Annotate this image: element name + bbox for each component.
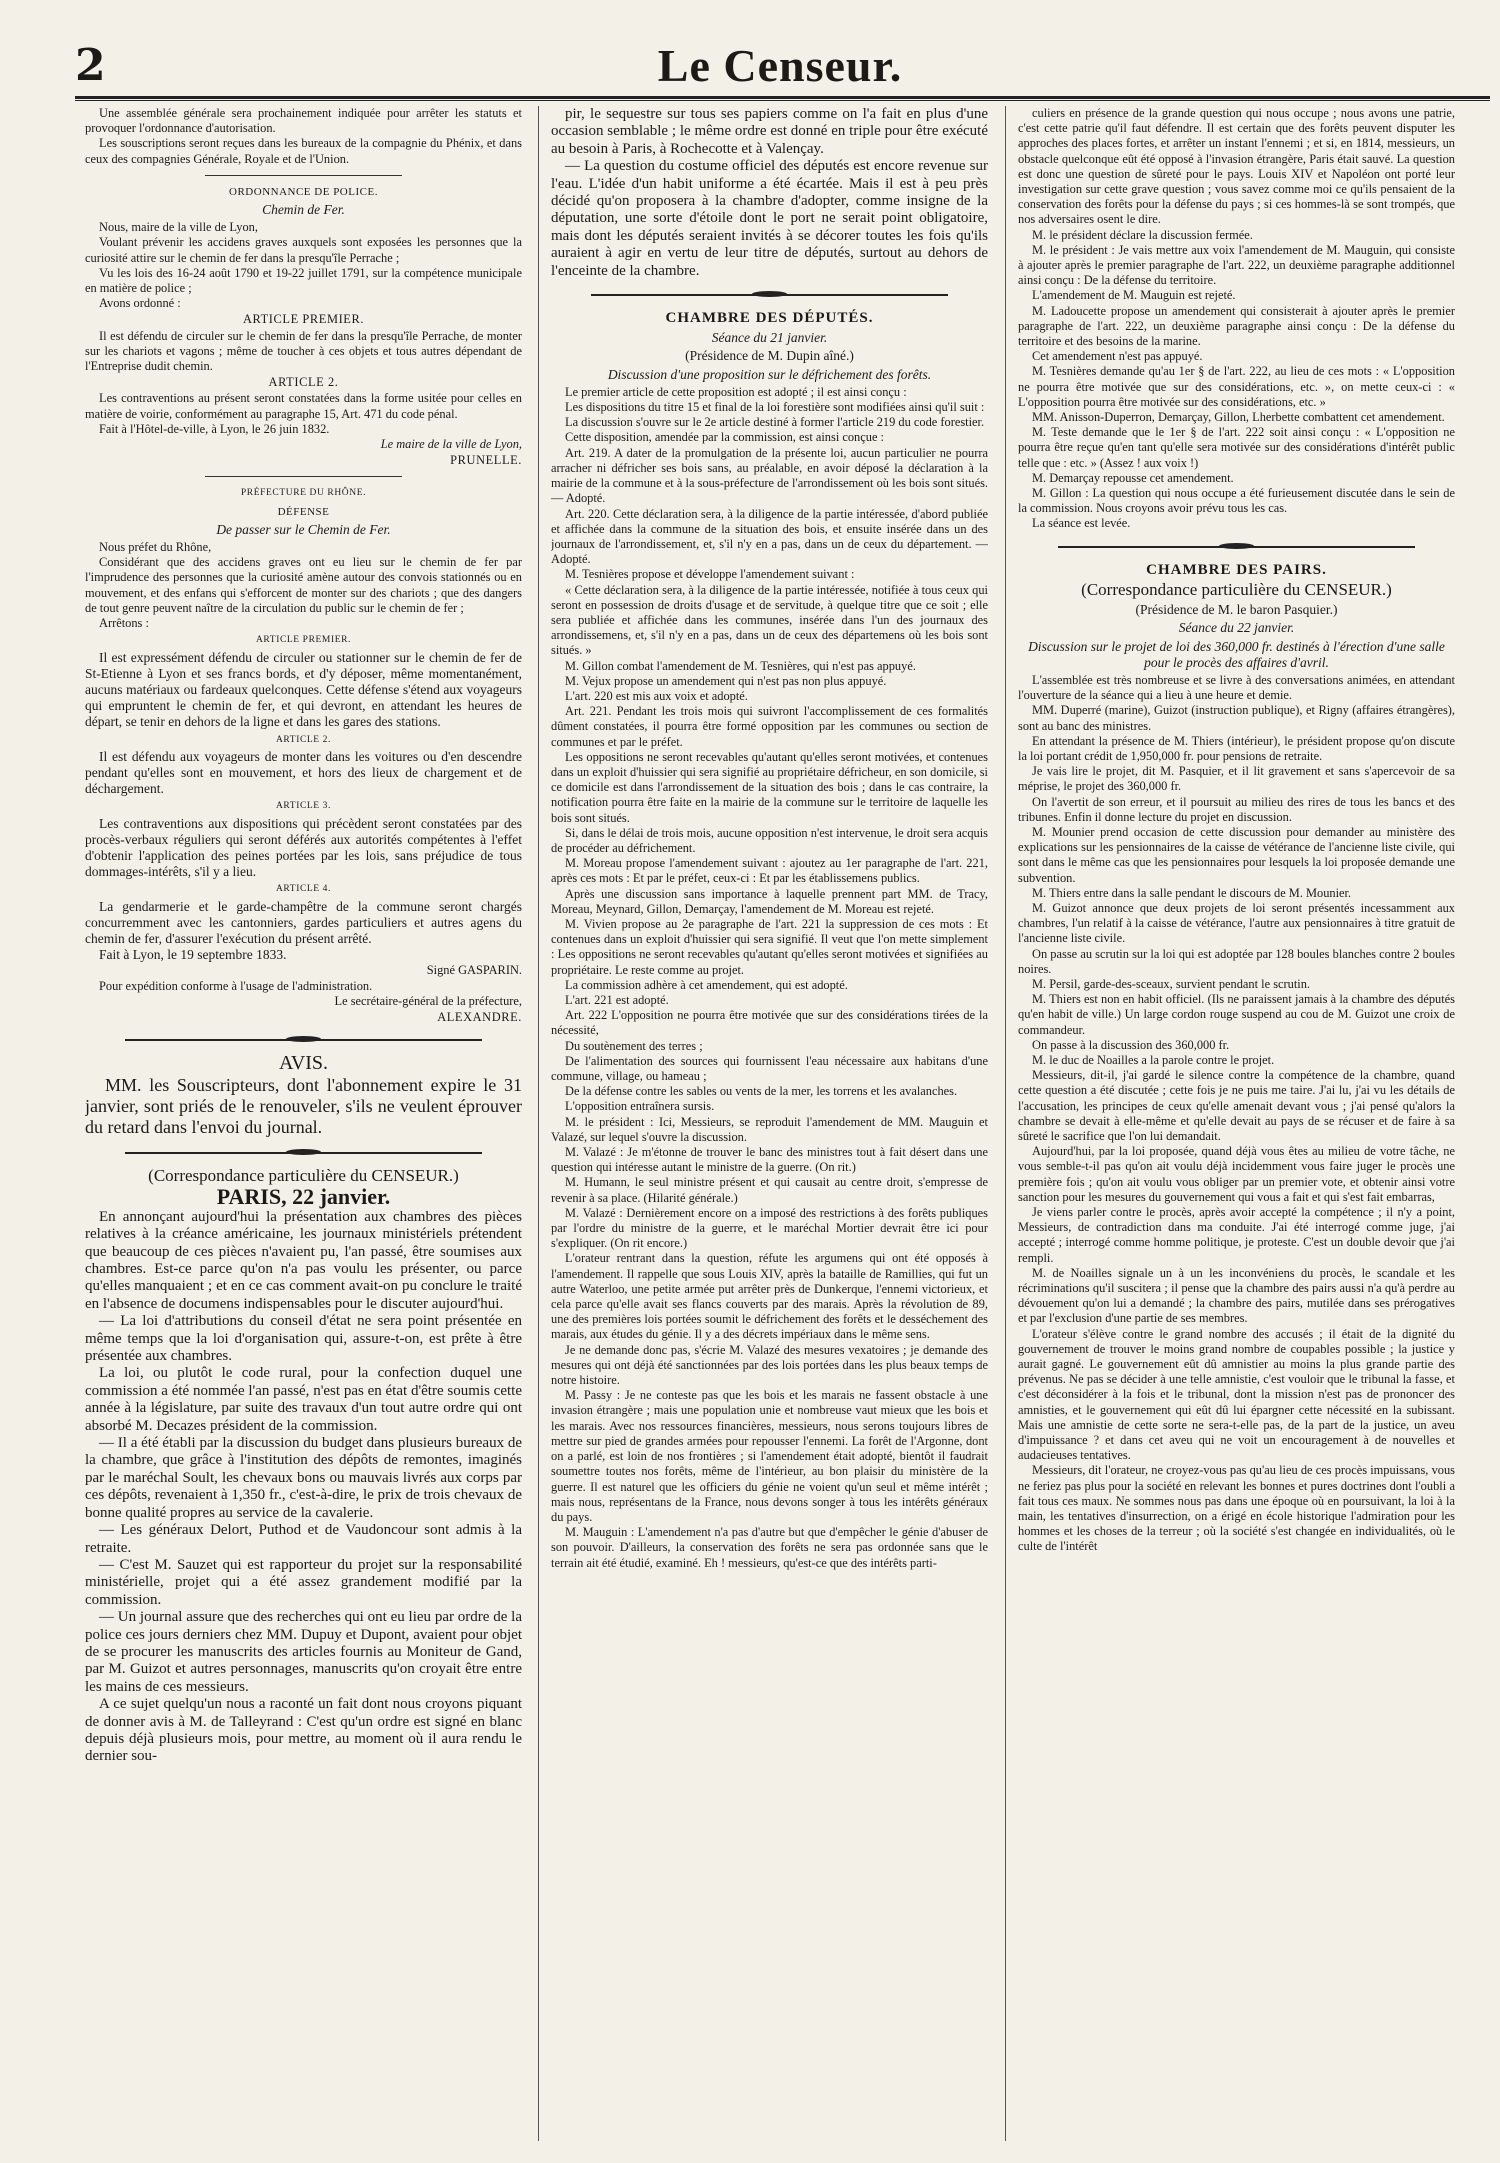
debate-paragraph: M. le duc de Noailles a la parole contre le projet. xyxy=(1032,1052,1275,1067)
paris-paragraph: — La loi d'attributions du conseil d'état ne sera point présentée en même temps que la loi d'organisation qui, assure-t-on, est prête à être présentée aux chambres. xyxy=(85,1313,522,1365)
debate-paragraph: Je ne demande donc pas, s'écrie M. Valazé des mesures vexatoires ; je demande des mesures qui ont déjà été sanctionnées par des lois portées dans les plus beaux temps de notre histoire. xyxy=(551,1342,988,1388)
avis-text: MM. les Souscripteurs, dont l'abonnement expire le 31 janvier, sont priés de le renouveler, s'ils ne veulent éprouver du retard dans l'envoi du journal. xyxy=(85,1075,522,1138)
debate-paragraph: M. le président : Je vais mettre aux voix l'amendement de M. Mauguin, qui consiste à ajouter après le premier paragraphe de l'art. 222, un deuxième paragraphe additionnel ainsi conçu : De la défense du territoire. xyxy=(1018,242,1455,288)
debate-paragraph: M. Mounier prend occasion de cette discussion pour demander au ministère des explications sur les pensionnaires de la caisse de vétérance de l'ancienne liste civile, qui sont dans le même cas que les pensionnaires pour lesquels la loi proposée demande une subvention. xyxy=(1018,824,1455,885)
defense-secretary-name: ALEXANDRE. xyxy=(437,1009,522,1024)
article-text: Il est expressément défendu de circuler ou stationner sur le chemin de fer de St-Etienne à Lyon et ses francs bords, et d'y déposer, même momentanément, aucuns matériaux ou fardeaux quelconques. Cette défense s'étend aux voyageurs qui empruntent le chemin de fer, et qui devront, en attendant les heures de départ, se tenir en dehors de la ligne et dans les gares des stations. xyxy=(85,649,522,730)
debate-paragraph: M. Ladoucette propose un amendement qui consisterait à ajouter après le premier paragraphe de l'art. 222, un deuxième paragraphe ainsi conçu : De la défense du territoire et des besoins de la marine. xyxy=(1018,303,1455,349)
article-label: ARTICLE 3. xyxy=(275,801,332,812)
prefecture-label: PRÉFECTURE DU RHÔNE. xyxy=(240,488,367,499)
page-number: 2 xyxy=(75,40,106,91)
debate-paragraph: L'assemblée est très nombreuse et se livre à des conversations animées, en attendant l'ouverture de la séance qui a lieu à une heure et demie. xyxy=(1018,672,1455,703)
ordonnance-signer-name: PRUNELLE. xyxy=(450,453,522,468)
ordonnance-paragraph: Avons ordonné : xyxy=(99,296,181,311)
defense-subtitle: De passer sur le Chemin de Fer. xyxy=(216,521,391,537)
article-text: Il est défendu aux voyageurs de monter dans les voitures ou d'en descendre pendant qu'elles sont en mouvement, et hors des lieux de chargement et de déchargement. xyxy=(85,748,522,797)
debate-paragraph: L'art. 220 est mis aux voix et adopté. xyxy=(565,688,748,703)
article-label: ARTICLE PREMIER. xyxy=(242,312,365,327)
header-rule xyxy=(75,96,1490,99)
ordonnance-paragraph: Vu les lois des 16-24 août 1790 et 19-22 juillet 1791, sur la compétence municipale en matière de police ; xyxy=(85,265,522,296)
discussion-topic: Discussion d'une proposition sur le défrichement des forêts. xyxy=(607,366,932,382)
defense-conformity: Pour expédition conforme à l'usage de l'administration. xyxy=(99,978,373,993)
ordonnance-subtitle: Chemin de Fer. xyxy=(262,202,345,218)
debate-paragraph: M. Teste demande que le 1er § de l'art. 222 soit ainsi conçu : « L'opposition ne pourra être reçue qu'en tant qu'elle sera motivée sur des considérations d'intérêt public telle que : etc. » (Assez ! aux voix !) xyxy=(1018,425,1455,470)
debate-paragraph: Cet amendement n'est pas appuyé. xyxy=(1032,349,1203,364)
article-label: ARTICLE 4. xyxy=(275,884,332,895)
paris-paragraph: A ce sujet quelqu'un nous a raconté un fait dont nous croyons piquant de donner avis à M. de Talleyrand : C'est qu'un ordre est signé en blanc depuis déjà plusieurs mois, pour mettre, au moment où il aura rendu le dernier sou- xyxy=(85,1696,522,1765)
correspondance-label: (Correspondance particulière du CENSEUR.) xyxy=(1081,579,1392,599)
article-label: ARTICLE PREMIER. xyxy=(255,635,352,646)
section-rule xyxy=(205,476,402,477)
column-3 xyxy=(1018,106,1455,2146)
debate-paragraph: La commission adhère à cet amendement, qui est adopté. xyxy=(565,977,848,992)
debate-paragraph: Art. 222 L'opposition ne pourra être motivée que sur des considérations tirées de la nécessité, xyxy=(551,1008,988,1038)
decorative-rule xyxy=(125,1148,482,1158)
defense-paragraph: Arrêtons : xyxy=(99,616,149,631)
intro-paragraph: Les souscriptions seront reçues dans les bureaux de la compagnie du Phénix, et dans ceux des compagnies Générale, Royale et de l'Union. xyxy=(85,136,522,166)
ordonnance-date: Fait à l'Hôtel-de-ville, à Lyon, le 26 juin 1832. xyxy=(99,421,330,436)
debate-paragraph: M. Gillon combat l'amendement de M. Tesnières, qui n'est pas appuyé. xyxy=(565,658,916,673)
article-label: ARTICLE 2. xyxy=(268,375,339,390)
debate-paragraph: M. le président : Ici, Messieurs, se reproduit l'amendement de MM. Mauguin et Valazé, sur lequel s'ouvre la discussion. xyxy=(551,1114,988,1144)
debate-paragraph: M. Thiers est non en habit officiel. (Ils ne paraissent jamais à la chambre des députés qu'en habit de ville.) Un large cordon rouge suspend au cou de M. Guizot une croix de commandeur. xyxy=(1018,992,1455,1037)
decorative-rule xyxy=(125,1035,482,1045)
article-text: Il est défendu de circuler sur le chemin de fer dans la presqu'île Perrache, de monter sur les chariots et vagons ; même de toucher à ces objets et tous autres dépendant de l'Entreprise dudit chemin. xyxy=(85,328,522,374)
debate-paragraph: M. Mauguin : L'amendement n'a pas d'autre but que d'empêcher le génie d'abuser de son pouvoir. D'ailleurs, la conservation des forêts ne sera pas ordonnée sans que le terrain ait été étudié, examiné. Eh ! messieurs, qu'est-ce que des intérêts parti- xyxy=(551,1525,988,1570)
ordonnance-paragraph: Voulant prévenir les accidens graves auxquels sont exposées les personnes que la curiosité attire sur le chemin de fer dans la presqu'île Perrache ; xyxy=(85,235,522,265)
debate-paragraph: M. Passy : Je ne conteste pas que les bois et les marais ne fassent obstacle à une invasion étrangère ; mais une population unie et nombreuse vaut mieux que les bois et les marais. Avec nos ressources financières, messieurs, nous serons toujours libres de mettre sur pied de grandes armées pour repousser l'ennemi. La forêt de l'Argonne, dont on a parlé, est loin de nos frontières ; si l'amendement était adopté, bientôt il faudrait soumettre toutes nos forêts, même de l'intérieur, au bon plaisir du ministère de la guerre. Il est naturel que les officiers du génie ne voient qu'un seul et même intérêt ; mais nous, représentans de la France, nous devons songer à tous les intérêts généraux du pays. xyxy=(551,1388,988,1524)
debate-paragraph: Messieurs, dit-il, j'ai gardé le silence contre la compétence de la chambre, quand cette question a été discutée ; cette fois je ne puis me taire. J'ai lu, j'ai vu les détails de l'accusation, les principes de ceux qu'elle amenait devant vous ; j'ai pensé qu'alors la chambre se devait à elle-même et qu'elle devait au pays de se récuser et de faire à sa sûreté le sacrifice que l'on lui demandait. xyxy=(1018,1068,1455,1143)
debate-paragraph: M. Valazé : Dernièrement encore on a imposé des restrictions à des forêts publiques par l'ordre du ministre de la guerre, et le maréchal Mortier devrait être ici pour s'expliquer. (On rit encore.) xyxy=(551,1205,988,1251)
debate-paragraph: Si, dans le délai de trois mois, aucune opposition n'est intervenue, le droit sera acquis de procéder au défrichement. xyxy=(551,825,988,855)
intro-paragraph: Une assemblée générale sera prochainement indiquée pour arrêter les statuts et provoquer l'ordonnance d'autorisation. xyxy=(85,106,522,136)
ordonnance-paragraph: Nous, maire de la ville de Lyon, xyxy=(99,220,258,235)
chamber-deputies-title: CHAMBRE DES DÉPUTÉS. xyxy=(665,310,874,327)
defense-signature: Signé GASPARIN. xyxy=(426,963,522,978)
debate-paragraph: On passe au scrutin sur la loi qui est adoptée par 128 boules blanches contre 2 boules noires. xyxy=(1018,946,1455,976)
debate-paragraph: M. Persil, garde-des-sceaux, survient pendant le scrutin. xyxy=(1032,976,1311,991)
debate-paragraph: Le premier article de cette proposition est adopté ; il est ainsi conçu : xyxy=(565,384,907,399)
debate-paragraph: M. Gillon : La question qui nous occupe a été furieusement discutée dans le sein de la commission. Nous croyons avoir prévu tous les cas. xyxy=(1018,486,1455,516)
discussion-topic: Discussion sur le projet de loi des 360,000 fr. destinés à l'érection d'une salle pour le procès des affaires d'avril. xyxy=(1028,638,1445,670)
session-date: Séance du 22 janvier. xyxy=(1178,620,1295,636)
debate-paragraph: L'orateur rentrant dans la question, réfute les argumens qui ont été opposés à l'amendement. Il rappelle que sous Louis XIV, après la bataille de Ramillies, qui fut un autre Waterloo, une petite armée put arrêter près de Dunkerque, l'ennemi victorieux, et cela parce qu'elle avait ses flancs couverts par des marais. Après la révolution de 89, une des premières lois portées soumit le défrichement des forêts et le desséchement des marais, aux études du génie. Il y a des décrets impériaux dans le même sens. xyxy=(551,1251,988,1342)
paris-dateline: PARIS, 22 janvier. xyxy=(216,1183,391,1209)
column-2 xyxy=(551,106,988,2146)
session-date: Séance du 21 janvier. xyxy=(711,330,828,346)
article-text: La gendarmerie et le garde-champêtre de la commune seront chargés concurremment avec les cantonniers, gardes particuliers et autres agens du chemin de fer, d'assurer l'exécution du présent arrêté. xyxy=(85,898,522,946)
section-rule xyxy=(205,175,402,176)
debate-paragraph: En attendant la présence de M. Thiers (intérieur), le président propose qu'on discute la loi portant crédit de 1,950,000 fr. pour pensions de retraite. xyxy=(1018,733,1455,763)
ordonnance-title: ORDONNANCE DE POLICE. xyxy=(229,185,378,198)
debate-paragraph: M. Thiers entre dans la salle pendant le discours de M. Mounier. xyxy=(1032,885,1352,900)
debate-paragraph: Les oppositions ne seront recevables qu'autant qu'elles seront motivées, et contenues dans un exploit d'huissier qui sera signifié au propriétaire défricheur, en son domicile, si ce domicile est dans l'arrondissement de la situation des bois ; dans le cas contraire, la notification pourra être faite en la mairie de la commune sur le territoire de laquelle les bois sont situés. xyxy=(551,749,988,825)
paris-paragraph: — Il a été établi par la discussion du budget dans plusieurs bureaux de la chambre, que grâce à l'institution des dépôts de remontes, imaginés par le maréchal Soult, les chevaux bons ou mauvais livrés aux corps par ces dépôts, revenaient à 1,350 fr., c'est-à-dire, le prix de trois chevaux de bonne qualité propres au service de la cavalerie. xyxy=(85,1435,522,1521)
paris-paragraph: La loi, ou plutôt le code rural, pour la confection duquel une commission a été nommée l'an passé, n'est pas en état d'être soumis cette année à la législature, par suite des travaux d'un tout autre ordre qui ont absorbé M. Decazes président de la commission. xyxy=(85,1365,522,1434)
correspondance-label: (Correspondance particulière du CENSEUR.) xyxy=(148,1166,459,1186)
debate-paragraph: Art. 220. Cette déclaration sera, à la diligence de la partie intéressée, d'abord publiée et affichée dans la commune de la situation des bois, et ensuite insérée dans un des journaux de l'arrondissement, et, s'il n'y en a pas, dans un de ceux du département. — Adopté. xyxy=(551,506,988,567)
paris-paragraph: — Les généraux Delort, Puthod et de Vaudoncour sont admis à la retraite. xyxy=(85,1522,522,1556)
header-rule-thin xyxy=(75,100,1490,101)
debate-paragraph: Du soutènement des terres ; xyxy=(565,1038,703,1053)
news-paragraph: pir, le sequestre sur tous ses papiers comme on l'a fait en plus d'une occasion semblable ; le même ordre est donné en triple pour être exécuté au besoin à Paris, à Rochecotte et à Valençay. xyxy=(551,106,988,157)
debate-paragraph: On passe à la discussion des 360,000 fr. xyxy=(1032,1037,1230,1052)
defense-date: Fait à Lyon, le 19 septembre 1833. xyxy=(99,947,287,963)
debate-paragraph: Art. 219. A dater de la promulgation de la présente loi, aucun particulier ne pourra arracher ni défricher ses bois sans, au préalable, en avoir déposé la déclaration à la mairie de la commune et à la sous-préfecture de l'arrondissement où les bois sont situés. — Adopté. xyxy=(551,445,988,506)
debate-paragraph: La discussion s'ouvre sur le 2e article destiné à former l'article 219 du code forestier. xyxy=(565,415,985,430)
defense-paragraph: Considérant que des accidens graves ont eu lieu sur le chemin de fer par l'imprudence des personnes que la curiosité amène autour des convois stationnés ou en mouvement, et des enfans qui s'efforcent de monter sur des chariots ; que des dangers de tout genre peuvent naître de la circulation du public sur le chemin de fer ; xyxy=(85,555,522,615)
debate-paragraph: L'orateur s'élève contre le grand nombre des accusés ; il était de la dignité du gouvernement de trouver le moins grand nombre de coupables possible ; la justice y aurait gagné. Le gouvernement eût dû amnistier au moins la plus grande partie des prévenus. Ne pas se décider à une telle amnistie, c'est vouloir que le tribunal la fasse, et c'est déconsidérer à la fois et le tribunal, dont la mission n'est pas de prononcer des amnisties, et le gouvernement qui eût dû lui épargner cette nécessité en la subissant. Mais une amnistie de cette sorte ne sera-t-elle pas, de la part de la justice, un aveu d'impuissance ? et dans cet aveu qui ne voit un encouragement à de nouvelles et audacieuses tentatives. xyxy=(1018,1326,1455,1463)
column-1 xyxy=(85,106,522,2146)
article-label: ARTICLE 2. xyxy=(275,734,332,745)
defense-paragraph: Nous préfet du Rhône, xyxy=(99,540,212,555)
debate-paragraph: M. Humann, le seul ministre présent et qui causait au centre droit, s'empresse de revenir à sa place. (Hilarité générale.) xyxy=(551,1175,988,1205)
defense-title: DÉFENSE xyxy=(277,505,330,518)
debate-paragraph: M. Tesnières propose et développe l'amendement suivant : xyxy=(565,567,855,582)
presidency: (Présidence de M. Dupin aîné.) xyxy=(685,348,854,364)
debate-paragraph: M. de Noailles signale un à un les inconvéniens du procès, le scandale et les récriminations qu'il suscitera ; il pense que la chambre des pairs aussi n'a qu'à perdre au dévouement qu'on lui a demandé ; la chambre des pairs, mutilée dans ses prérogatives et par l'exclusion d'une partie de ses membres. xyxy=(1018,1265,1455,1326)
debate-paragraph: Aujourd'hui, par la loi proposée, quand déjà vous êtes au milieu de votre tâche, ne vous semble-t-il pas qu'on ait voulu déjà incidemment vous faire juger le procès une première fois ; qu'on ait voulu vous obliger par un premier vote, et obtenir ainsi votre sanction pour les mesures du gouvernement qui vous a fait et qui s'est fait embarras, xyxy=(1018,1144,1455,1204)
debate-paragraph: M. Vejux propose un amendement qui n'est pas non plus appuyé. xyxy=(565,673,887,688)
debate-paragraph: On l'avertit de son erreur, et il poursuit au milieu des rires de tous les bancs et des tribunes. Enfin il donne lecture du projet en discussion. xyxy=(1018,794,1455,824)
debate-paragraph: M. Demarçay repousse cet amendement. xyxy=(1032,470,1234,485)
newspaper-title: Le Censeur. xyxy=(657,40,903,91)
ordonnance-signature: Le maire de la ville de Lyon, xyxy=(380,437,522,452)
debate-paragraph: La séance est levée. xyxy=(1032,516,1131,531)
debate-paragraph: Après une discussion sans importance à laquelle prennent part MM. de Tracy, Moreau, Meynard, Gillon, Demarçay, l'amendement de M. Moreau est rejeté. xyxy=(551,886,988,916)
column-divider-2 xyxy=(1005,106,1006,2141)
decorative-rule xyxy=(591,290,948,300)
debate-paragraph: M. Moreau propose l'amendement suivant : ajoutez au 1er paragraphe de l'art. 221, après ces mots : Et par le préfet, ceux-ci : Et par les établissemens publics. xyxy=(551,856,988,886)
debate-paragraph: MM. Anisson-Duperron, Demarçay, Gillon, Lherbette combattent cet amendement. xyxy=(1032,410,1445,425)
debate-paragraph: De l'alimentation des sources qui fournissent l'eau nécessaire aux habitans d'une commune, village, ou hameau ; xyxy=(551,1053,988,1084)
debate-paragraph: M. le président déclare la discussion fermée. xyxy=(1032,227,1253,242)
news-paragraph: — La question du costume officiel des députés est encore revenue sur l'eau. L'idée d'un habit uniforme a été écartée. Mais il est à peu près décidé qu'on proposera à la chambre d'adopter, comme insigne de la députation, une sorte d'étoile dont le port ne serait point obligatoire, mais dont les députés seraient invités à se décorer toutes les fois qu'ils auraient à agir en vertu de leur titre de députés, surtout au dehors de l'enceinte de la chambre. xyxy=(551,158,988,279)
paris-paragraph: — Un journal assure que des recherches qui ont eu lieu par ordre de la police ces jours derniers chez MM. Dupuy et Dupont, avaient pour objet de se procurer les manuscrits des articles fournis au Moniteur de Gand, par M. Guizot et autres personnages, manuscrits qu'on croyait être entre les mains de ces messieurs. xyxy=(85,1609,522,1695)
debate-paragraph: L'amendement de M. Mauguin est rejeté. xyxy=(1032,288,1236,303)
debate-paragraph: Cette disposition, amendée par la commission, est ainsi conçue : xyxy=(565,430,884,445)
debate-paragraph: M. Guizot annonce que deux projets de loi seront présentés incessamment aux chambres, l'un relatif à la caisse de vétérance, l'autre aux pensionnaires à titre gratuit de l'ancienne liste civile. xyxy=(1018,900,1455,946)
column-divider-1 xyxy=(538,106,539,2141)
paris-paragraph: En annonçant aujourd'hui la présentation aux chambres des pièces relatives à la créance américaine, les journaux ministériels prétendent que beaucoup de ces pièces n'avaient pu, l'an passé, être soumises aux chambres. Est-ce parce qu'on n'a pas voulu les présenter, ou parce qu'elles manquaient ; et en ce cas comment avait-on pu conclure le traité en l'absence de documens indispensables pour le discuter aujourd'hui. xyxy=(85,1208,522,1312)
debate-paragraph: « Cette déclaration sera, à la diligence de la partie intéressée, notifiée à tous ceux qui seront en possession de droits d'usage et de servitude, à quelque titre que ce soit ; elle sera publiée et affichée dans les communes, insérée dans l'un des journaux des arrondissemens, et, s'il n'y en a pas, dans un de ceux des départemens où les bois sont situés. » xyxy=(551,582,988,658)
debate-paragraph: culiers en présence de la grande question qui nous occupe ; nous avons une patrie, c'est cette patrie qu'il faut défendre. Il est certain que des forêts peuvent disputer les approches des places fortes, et arrêter un instant l'ennemi ; et si, en 1814, messieurs, un obstacle quelconque eût été opposé à l'invasion étrangère, Paris était sauvé. La question est donc une question de sûreté pour le pays. Louis XIV et Napoléon ont porté leur investigation sur cette grave question ; vous savez comme moi ce qu'ils pensaient de la conservation des forêts pour la défense du pays ; si ces hommes-là se sont trompés, que nos adversaires osent le dire. xyxy=(1018,106,1455,227)
article-text: Les contraventions aux dispositions qui précèdent seront constatées par des procès-verbaux réguliers qui seront déférés aux autorités compétentes à l'effet d'obtenir l'application des peines portées par les lois, sans préjudice de tous dommages-intérêts, s'il y a lieu. xyxy=(85,815,522,880)
avis-title: AVIS. xyxy=(278,1052,329,1075)
chamber-peers-title: CHAMBRE DES PAIRS. xyxy=(1146,561,1327,578)
debate-paragraph: Je vais lire le projet, dit M. Pasquier, et il lit gravement et sans s'apercevoir de sa méprise, le projet des 360,000 fr. xyxy=(1018,764,1455,794)
debate-paragraph: De la défense contre les sables ou vents de la mer, les torrens et les avalanches. xyxy=(565,1084,958,1099)
debate-paragraph: M. Tesnières demande qu'au 1er § de l'art. 222, au lieu de ces mots : « L'opposition ne pourra être motivée que sur des considérations, etc. », on mette ceux-ci : « L'opposition pourra être motivée sur des considérations, etc. » xyxy=(1018,364,1455,409)
debate-paragraph: Messieurs, dit l'orateur, ne croyez-vous pas qu'au lieu de ces procès impuissans, vous ne feriez pas plus pour la société en relevant les bonnes et pures doctrines dont l'oubli a fait tous ces maux. Ne sommes nous pas dans une époque où en poursuivant, la loi à la main, les tentatives d'insurrection, on a érigé en école historique l'admiration pour les hommes et les choses de la terreur ; où la société s'est changée en individualités, où le culte de l'intérêt xyxy=(1018,1463,1455,1554)
presidency: (Présidence de M. le baron Pasquier.) xyxy=(1135,602,1338,618)
debate-paragraph: Je viens parler contre le procès, après avoir accepté la compétence ; il n'y a point, Messieurs, de contradiction dans ma conduite. J'ai été interrogé comme juge, j'ai accepté ; interrogé comme homme politique, je proteste. C'est un double devoir que j'ai rempli. xyxy=(1018,1205,1455,1265)
debate-paragraph: MM. Duperré (marine), Guizot (instruction publique), et Rigny (affaires étrangères), sont au banc des ministres. xyxy=(1018,703,1455,733)
paris-paragraph: — C'est M. Sauzet qui est rapporteur du projet sur la responsabilité ministérielle, projet qui a été assez grandement modifié par la commission. xyxy=(85,1556,522,1608)
decorative-rule xyxy=(1058,542,1415,552)
debate-paragraph: M. Valazé : Je m'étonne de trouver le banc des ministres tout à fait désert dans une question qui intéresse autant le ministre de la guerre. (On rit.) xyxy=(551,1145,988,1175)
article-text: Les contraventions au présent seront constatées dans la forme usitée pour celles en matière de voirie, conformément au paragraphe 15, Art. 471 du code pénal. xyxy=(85,391,522,421)
defense-secretary: Le secrétaire-général de la préfecture, xyxy=(334,993,522,1008)
debate-paragraph: L'opposition entraînera sursis. xyxy=(565,1099,715,1114)
debate-paragraph: Les dispositions du titre 15 et final de la loi forestière sont modifiées ainsi qu'il suit : xyxy=(565,400,985,415)
debate-paragraph: Art. 221. Pendant les trois mois qui suivront l'accomplissement de ces formalités dûment constatées, il pourra être formé opposition par les communes ou section de communes et par le préfet. xyxy=(551,704,988,749)
debate-paragraph: M. Vivien propose au 2e paragraphe de l'art. 221 la suppression de ces mots : Et contenues dans un exploit d'huissier qui sera signifié. Il veut que l'on mette simplement : Les oppositions ne seront recevables qu'autant qu'elles seront motivées et signifiées au propriétaire. Le reste comme au projet. xyxy=(551,916,988,977)
page-header xyxy=(70,40,1490,92)
debate-paragraph: L'art. 221 est adopté. xyxy=(565,993,669,1007)
